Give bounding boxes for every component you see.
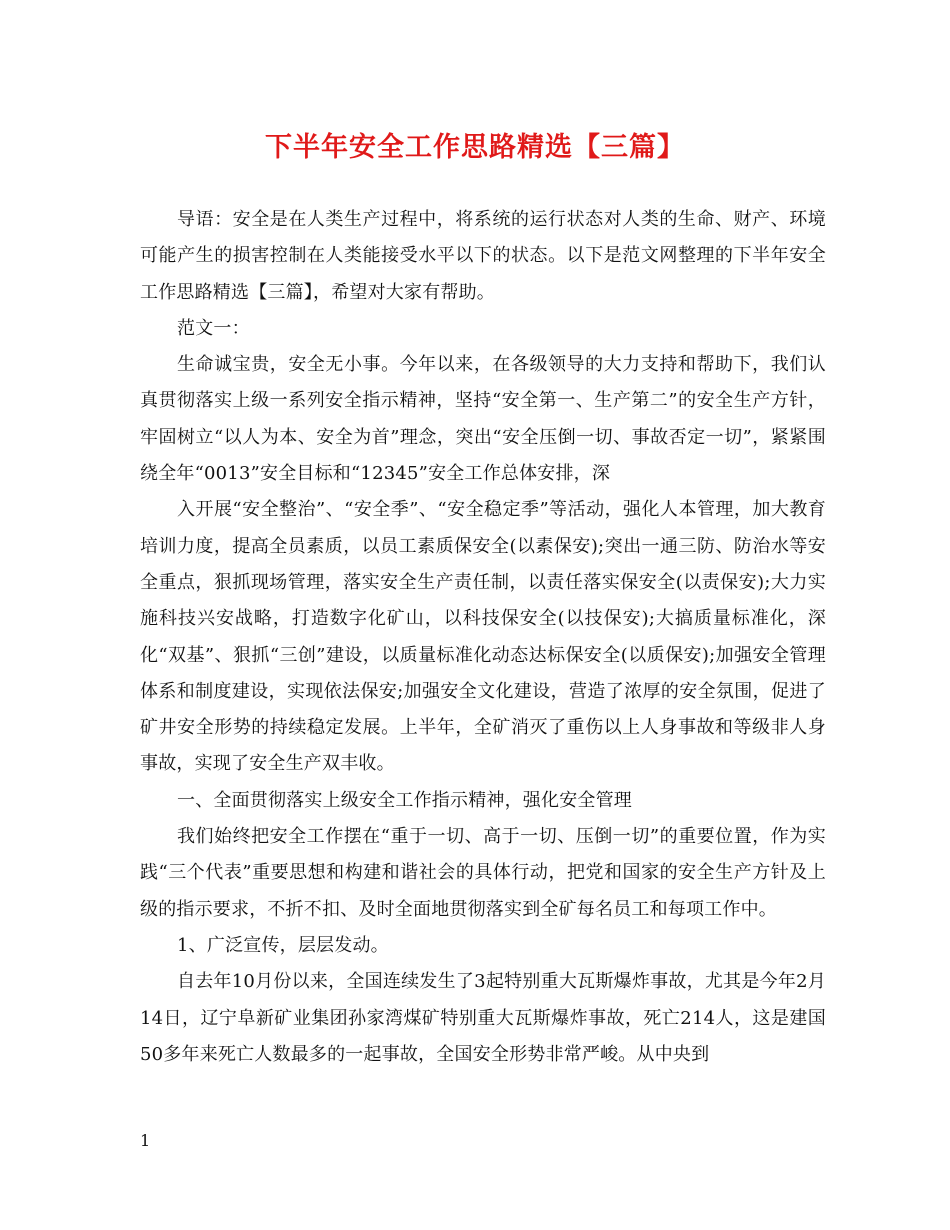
- paragraph-body: 自去年10月份以来，全国连续发生了3起特别重大瓦斯爆炸事故，尤其是今年2月14日，辽宁阜新矿业集团孙家湾煤矿特别重大瓦斯爆炸事故，死亡214人，这是建国50多年来死亡人数最多的一起事故，全国安全形势非常严峻。从中央到: [140, 971, 826, 1065]
- section-heading: 一、全面贯彻落实上级安全工作指示精神，强化安全管理: [177, 789, 632, 811]
- paragraph-body: 入开展“安全整治”、“安全季”、“安全稳定季”等活动，强化人本管理，加大教育培训力度，提高全员素质，以员工素质保安全(以素保安);突出一通三防、防治水等安全重点，狠抓现场管理，落实安全生产责任制，以责任落实保安全(以责保安);大力实施科技兴安战略，打造数字化矿山，以科技保安全(以技保安);大搞质量标准化，深化“双基”、狠抓“三创”建设，以质量标准化动态达标保安全(以质保安);加强安全管理体系和制度建设，实现依法保安;加强安全文化建设，营造了浓厚的安全氛围，促进了矿井安全形势的持续稳定发展。上半年，全矿消灭了重伤以上人身事故和等级非人身事故，实现了安全生产双丰收。: [140, 499, 826, 775]
- document-title: 下半年安全工作思路精选【三篇】: [265, 132, 685, 163]
- paragraph-intro: 导语：安全是在人类生产过程中，将系统的运行状态对人类的生命、财产、环境可能产生的损害控制在人类能接受水平以下的状态。以下是范文网整理的下半年安全工作思路精选【三篇】，希望对大家有帮助。: [140, 209, 826, 303]
- paragraph-sample-heading: 范文一：: [177, 317, 250, 339]
- paragraph-body: 生命诚宝贵，安全无小事。今年以来，在各级领导的大力支持和帮助下，我们认真贯彻落实上级一系列安全指示精神，坚持“安全第一、生产第二”的安全生产方针，牢固树立“以人为本、安全为首”理念，突出“安全压倒一切、事故否定一切”，紧紧围绕全年“0013”安全目标和“12345”安全工作总体安排，深: [140, 354, 826, 485]
- subsection-heading: 1、广泛宣传，层层发动。: [177, 934, 389, 956]
- document-body: [140, 202, 826, 1073]
- paragraph-body: 我们始终把安全工作摆在“重于一切、高于一切、压倒一切”的重要位置，作为实践“三个代表”重要思想和构建和谐社会的具体行动，把党和国家的安全生产方针及上级的指示要求，不折不扣、及时全面地贯彻落实到全矿每名员工和每项工作中。: [140, 826, 826, 920]
- page-number: 1: [140, 1131, 151, 1150]
